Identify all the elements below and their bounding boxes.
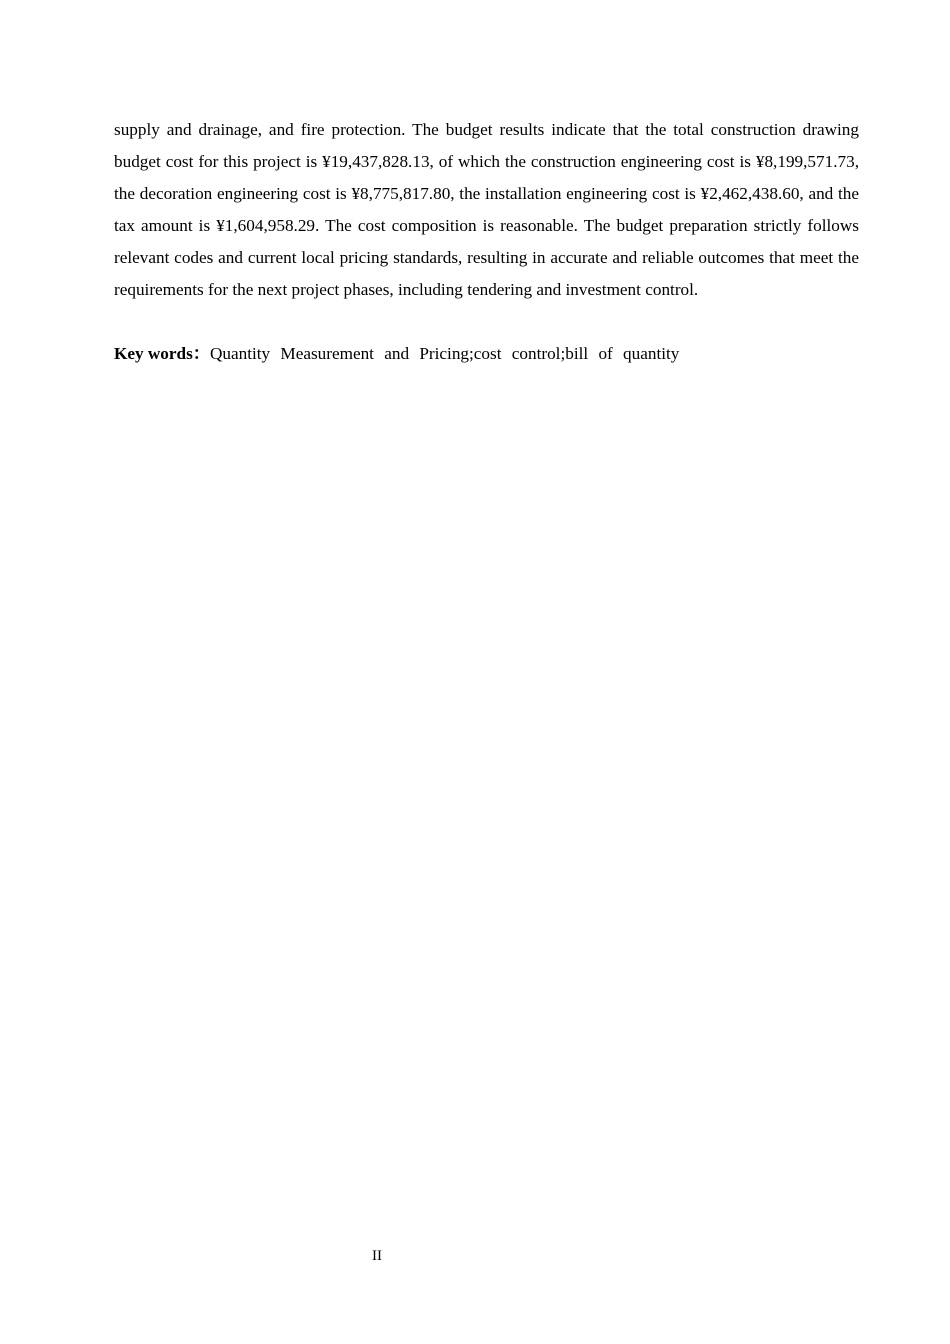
keywords-line <box>114 338 859 370</box>
keywords-label: Key words： <box>114 344 210 363</box>
keywords-value: Quantity Measurement and Pricing;cost control;bill of quantity <box>209 344 680 363</box>
page-number: II <box>372 1248 382 1264</box>
abstract-paragraph: supply and drainage, and fire protection. The budget results indicate that the total construction drawing budget cost for this project is ¥19,437,828.13, of which the construction engineering cost is ¥8,199,571.73, the decoration engineering cost is ¥8,775,817.80, the installation engineering cost is ¥2,462,438.60, and the tax amount is ¥1,604,958.29. The cost composition is reasonable. The budget preparation strictly follows relevant codes and current local pricing standards, resulting in accurate and reliable outcomes that meet the requirements for the next project phases, including tendering and investment control. <box>114 120 859 299</box>
